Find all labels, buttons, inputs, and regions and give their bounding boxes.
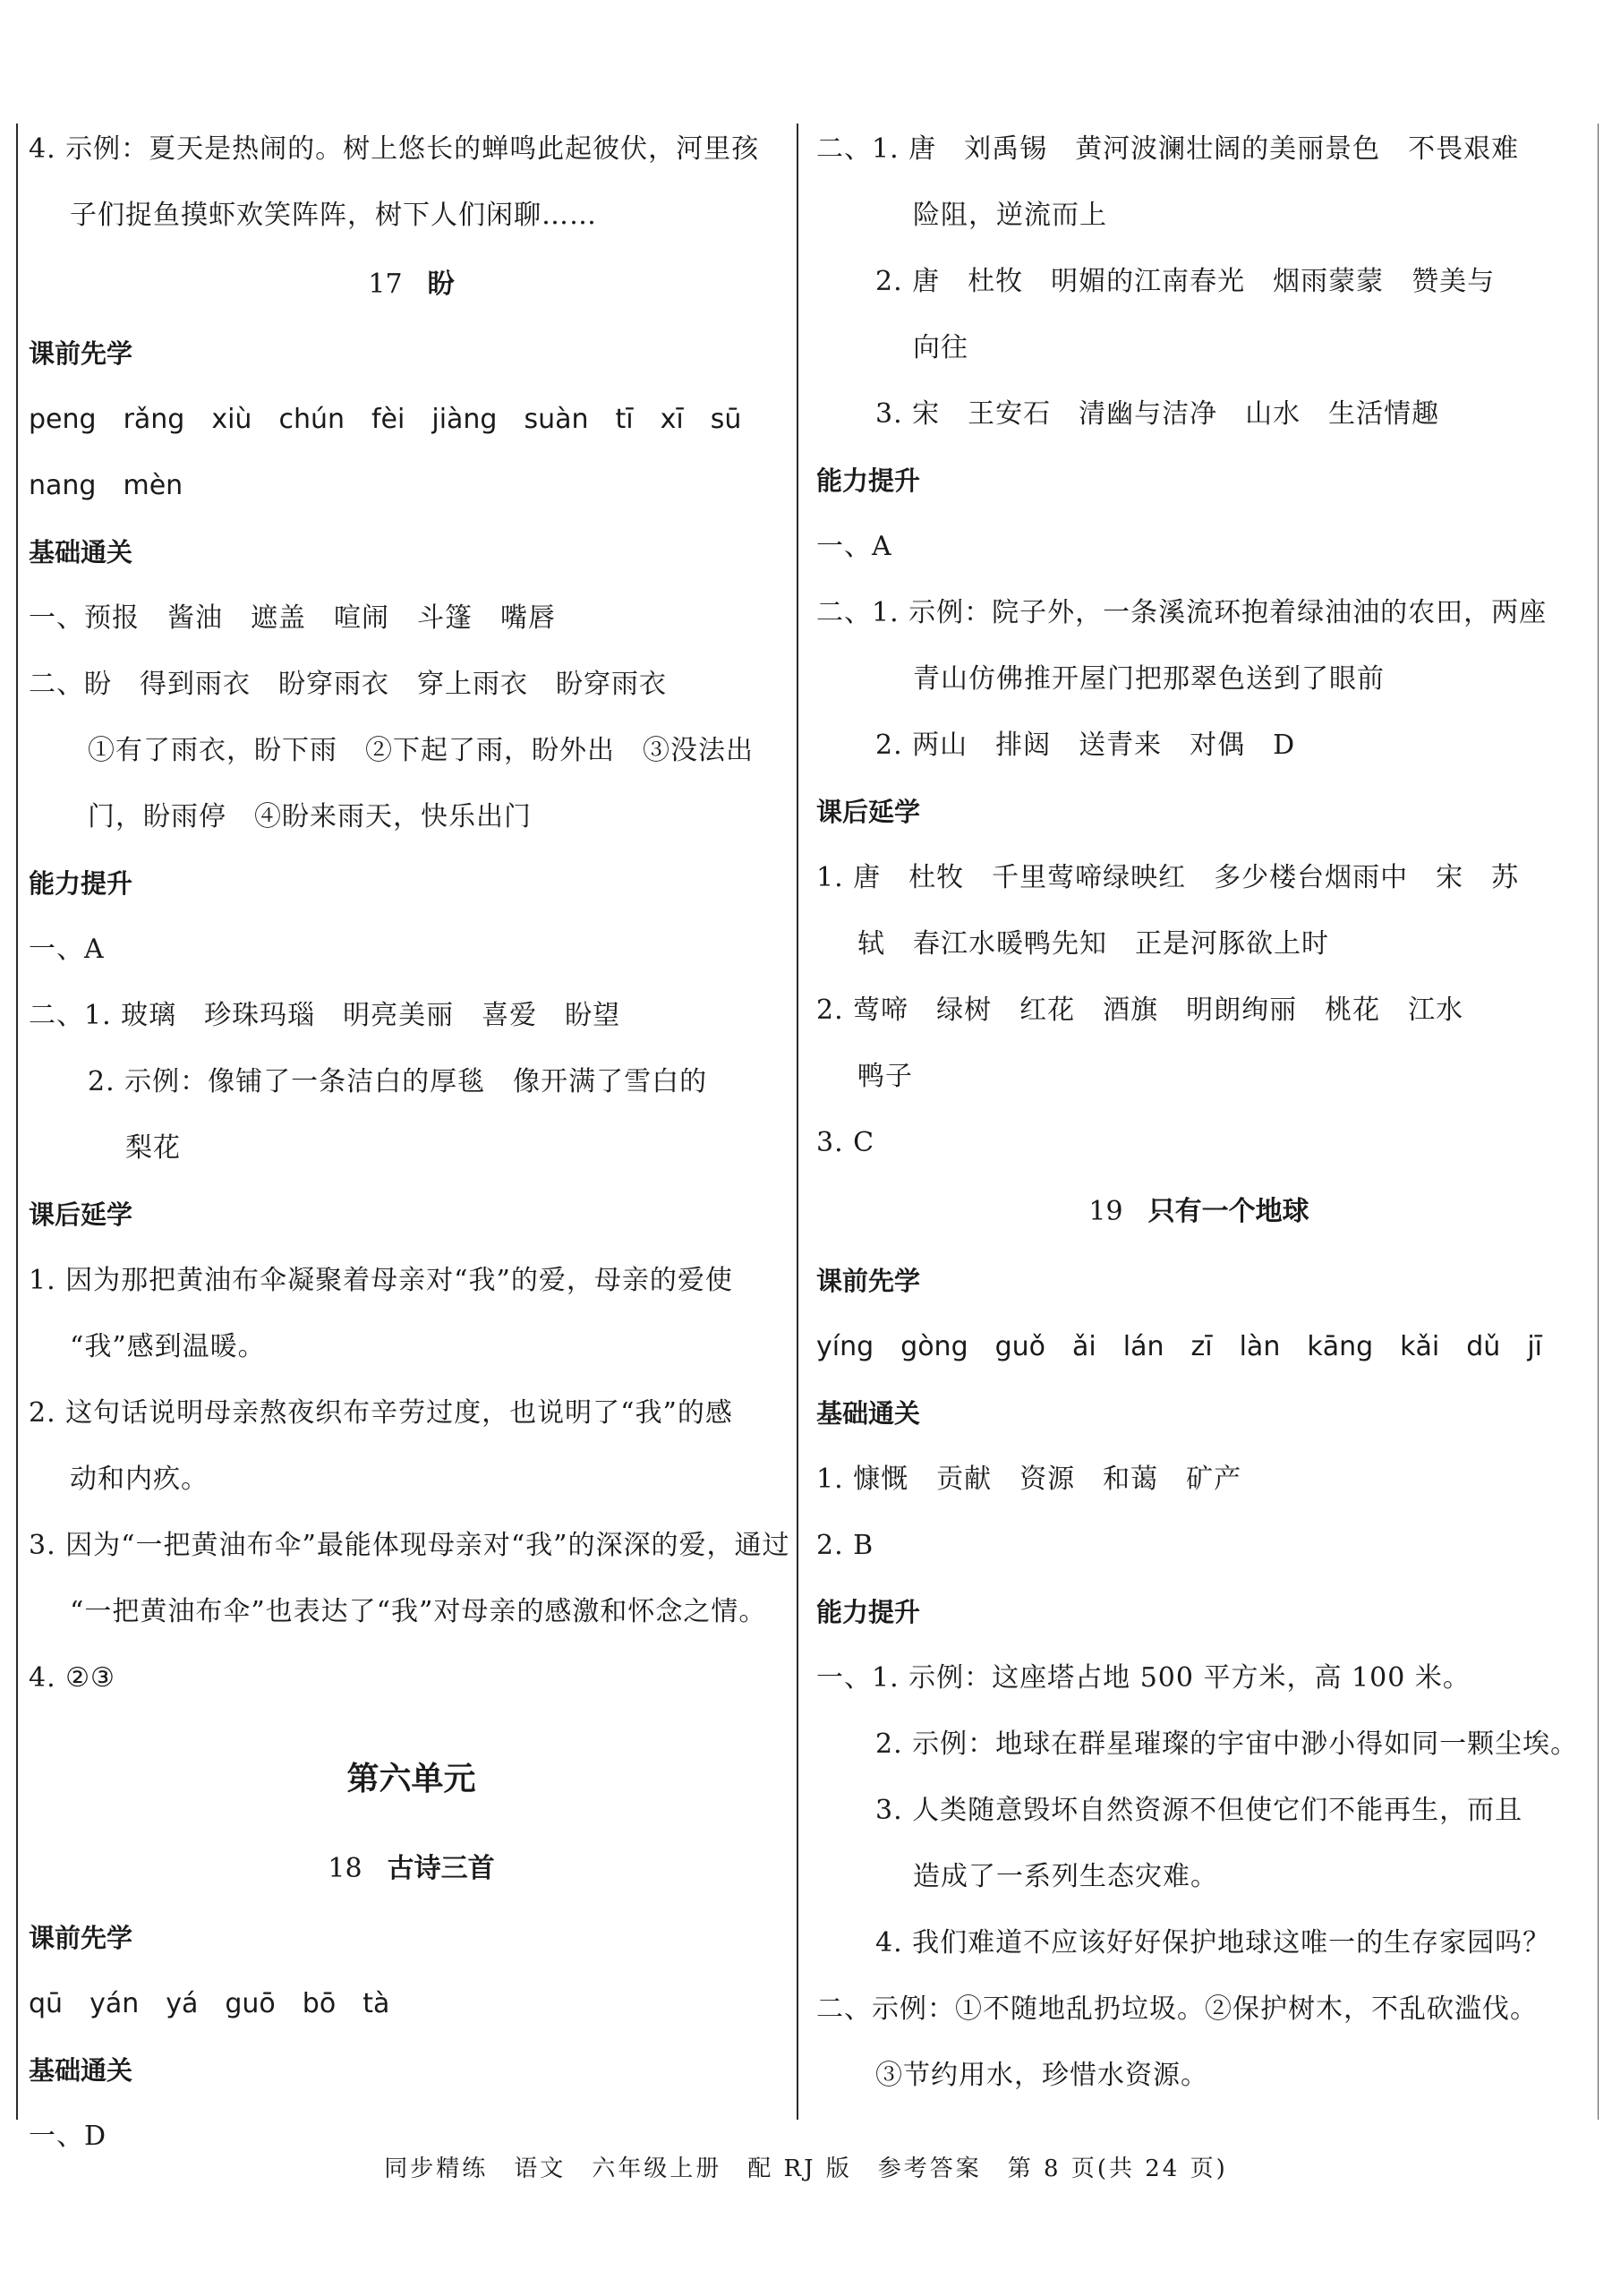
column-divider-right (1598, 124, 1599, 2120)
answer-line: 二、1. 唐 刘禹锡 黄河波澜壮阔的美丽景色 不畏艰难 (816, 133, 1520, 165)
answer-line: ①有了雨衣，盼下雨 ②下起了雨，盼外出 ③没法出 (88, 735, 754, 766)
answer-line: 2. 示例：像铺了一条洁白的厚毯 像开满了雪白的 (88, 1066, 708, 1097)
section-heading: 能力提升 (816, 1597, 921, 1627)
pinyin-row (29, 387, 794, 453)
answer-line: 3. 人类随意毁坏自然资源不但使它们不能再生，而且 (875, 1795, 1523, 1826)
answer-block (29, 585, 794, 850)
answer-line: ③节约用水，珍惜水资源。 (875, 2060, 1208, 2091)
answer-line: 二、1. 示例：院子外，一条溪流环抱着绿油油的农田，两座 (816, 597, 1548, 628)
answer-line: 2. 这句话说明母亲熬夜织布辛劳过度，也说明了“我”的感 (29, 1397, 733, 1429)
pinyin-syllable: zī (1190, 1331, 1213, 1362)
lesson-number: 18 (328, 1853, 362, 1884)
answer-line: 险阻，逆流而上 (913, 200, 1107, 231)
pinyin-syllable: yíng (816, 1331, 874, 1362)
lesson-number: 17 (368, 269, 403, 300)
lesson-number: 19 (1088, 1196, 1123, 1227)
answer-line: 动和内疚。 (70, 1464, 209, 1495)
pinyin-syllable: yán (90, 1988, 140, 2019)
answer-block (29, 917, 794, 1182)
column-divider-left (16, 124, 18, 2120)
unit-title: 第六单元 (346, 1761, 476, 1797)
pinyin-syllable: nang (29, 470, 97, 501)
pinyin-syllable: tī (615, 404, 634, 435)
answer-line: 向往 (913, 332, 968, 363)
pinyin-syllable: kāng (1307, 1331, 1374, 1362)
answer-line: 4. 我们难道不应该好好保护地球这唯一的生存家园吗？ (875, 1927, 1551, 1959)
answer-line: 二、示例：①不随地乱扔垃圾。②保护树木，不乱砍滥伐。 (816, 1993, 1538, 2025)
answer-block (816, 1447, 1582, 1579)
section-heading: 能力提升 (29, 868, 133, 899)
answer-line: 门，盼雨停 ④盼来雨天，快乐出门 (88, 801, 532, 832)
pinyin-syllable: gòng (900, 1331, 968, 1362)
lesson-name: 古诗三首 (387, 1853, 495, 1884)
answer-block (816, 116, 1582, 448)
lesson-title (29, 1833, 794, 1905)
pinyin-syllable: guō (225, 1988, 276, 2019)
section-heading: 基础通关 (816, 1398, 921, 1429)
right-column (816, 116, 1582, 2109)
answer-line: 一、1. 示例：这座塔占地 500 平方米，高 100 米。 (816, 1662, 1471, 1694)
answer-line: “一把黄油布伞”也表达了“我”对母亲的感激和怀念之情。 (70, 1596, 767, 1627)
answer-line: 4. ②③ (29, 1662, 115, 1694)
answer-line: 2. 两山 排闼 送青来 对偶 D (875, 730, 1296, 761)
lesson-name: 盼 (427, 269, 455, 300)
answer-line: 2. 莺啼 绿树 红花 酒旗 明朗绚丽 桃花 江水 (816, 994, 1464, 1026)
lesson-title (816, 1176, 1582, 1248)
pinyin-row (816, 1314, 1582, 1380)
lesson-title (29, 249, 794, 320)
answer-line: 1. 因为那把黄油布伞凝聚着母亲对“我”的爱，母亲的爱使 (29, 1265, 733, 1296)
left-column (29, 116, 794, 2170)
lesson-name: 只有一个地球 (1147, 1196, 1309, 1227)
section-heading: 基础通关 (29, 2055, 133, 2086)
answer-block (816, 845, 1582, 1176)
pinyin-syllable: chún (278, 404, 345, 435)
answer-line: 青山仿佛推开屋门把那翠色送到了眼前 (913, 663, 1385, 695)
section-heading: 课后延学 (816, 797, 921, 827)
answer-line: 一、A (816, 531, 892, 562)
answer-block (29, 1248, 794, 1711)
pinyin-syllable: mèn (123, 470, 183, 501)
pinyin-syllable: làn (1239, 1331, 1281, 1362)
answer-line: 一、A (29, 934, 105, 965)
answer-line: 一、预报 酱油 遮盖 喧闹 斗篷 嘴唇 (29, 602, 556, 634)
pinyin-syllable: tà (362, 1988, 390, 2019)
pinyin-syllable: fèi (371, 404, 405, 435)
pinyin-syllable: peng (29, 404, 97, 435)
answer-line: 3. C (816, 1127, 875, 1158)
answer-line: 子们捉鱼摸虾欢笑阵阵，树下人们闲聊…… (70, 200, 597, 231)
answer-line: 梨花 (125, 1132, 181, 1164)
answer-line: 4. 示例：夏天是热闹的。树上悠长的蝉鸣此起彼伏，河里孩 (29, 133, 760, 165)
answer-line: 3. 宋 王安石 清幽与洁净 山水 生活情趣 (875, 398, 1440, 430)
pinyin-syllable: kǎi (1400, 1331, 1440, 1362)
answer-block (816, 1645, 1582, 2109)
pinyin-row (29, 1971, 794, 2037)
answer-line: 二、1. 玻璃 珍珠玛瑙 明亮美丽 喜爱 盼望 (29, 1000, 621, 1031)
answer-line: “我”感到温暖。 (70, 1331, 266, 1362)
answer-block (29, 116, 794, 249)
pinyin-syllable: yá (166, 1988, 199, 2019)
section-heading: 课前先学 (816, 1266, 921, 1296)
section-heading: 能力提升 (816, 465, 921, 496)
answer-line: 轼 春江水暖鸭先知 正是河豚欲上时 (857, 928, 1329, 960)
pinyin-row (29, 453, 794, 519)
answer-line: 鸭子 (857, 1061, 913, 1092)
answer-line: 造成了一系列生态灾难。 (913, 1861, 1218, 1892)
pinyin-syllable: suàn (524, 404, 589, 435)
answer-line: 1. 唐 杜牧 千里莺啼绿映红 多少楼台烟雨中 宋 苏 (816, 862, 1520, 893)
section-heading: 课后延学 (29, 1199, 133, 1230)
section-heading: 课前先学 (29, 338, 133, 369)
pinyin-syllable: jiàng (431, 404, 498, 435)
answer-line: 3. 因为“一把黄油布伞”最能体现母亲对“我”的深深的爱，通过 (29, 1530, 790, 1561)
pinyin-syllable: lán (1122, 1331, 1164, 1362)
pinyin-syllable: rǎng (123, 404, 185, 435)
pinyin-syllable: jī (1527, 1331, 1542, 1362)
pinyin-syllable: qū (29, 1988, 64, 2019)
answer-line: 2. 唐 杜牧 明媚的江南春光 烟雨蒙蒙 赞美与 (875, 266, 1496, 297)
answer-line: 一、D (29, 2121, 107, 2152)
section-heading: 课前先学 (29, 1923, 133, 1953)
answer-line: 二、盼 得到雨衣 盼穿雨衣 穿上雨衣 盼穿雨衣 (29, 669, 667, 700)
answer-line: 2. B (816, 1530, 874, 1561)
pinyin-syllable: bō (302, 1988, 337, 2019)
pinyin-syllable: xī (660, 404, 684, 435)
answer-line: 1. 慷慨 贡献 资源 和蔼 矿产 (816, 1464, 1242, 1495)
answer-block (816, 514, 1582, 779)
page-footer: 同步精练 语文 六年级上册 配 RJ 版 参考答案 第 8 页(共 24 页) (384, 2155, 1228, 2182)
pinyin-syllable: dǔ (1466, 1331, 1501, 1362)
answer-line: 2. 示例：地球在群星璀璨的宇宙中渺小得如同一颗尘埃。 (875, 1728, 1579, 1760)
section-heading: 基础通关 (29, 537, 133, 568)
pinyin-syllable: guǒ (994, 1331, 1046, 1362)
pinyin-syllable: sū (710, 404, 742, 435)
column-divider-middle (797, 124, 798, 2120)
pinyin-syllable: ǎi (1072, 1331, 1096, 1362)
pinyin-syllable: xiù (211, 404, 252, 435)
